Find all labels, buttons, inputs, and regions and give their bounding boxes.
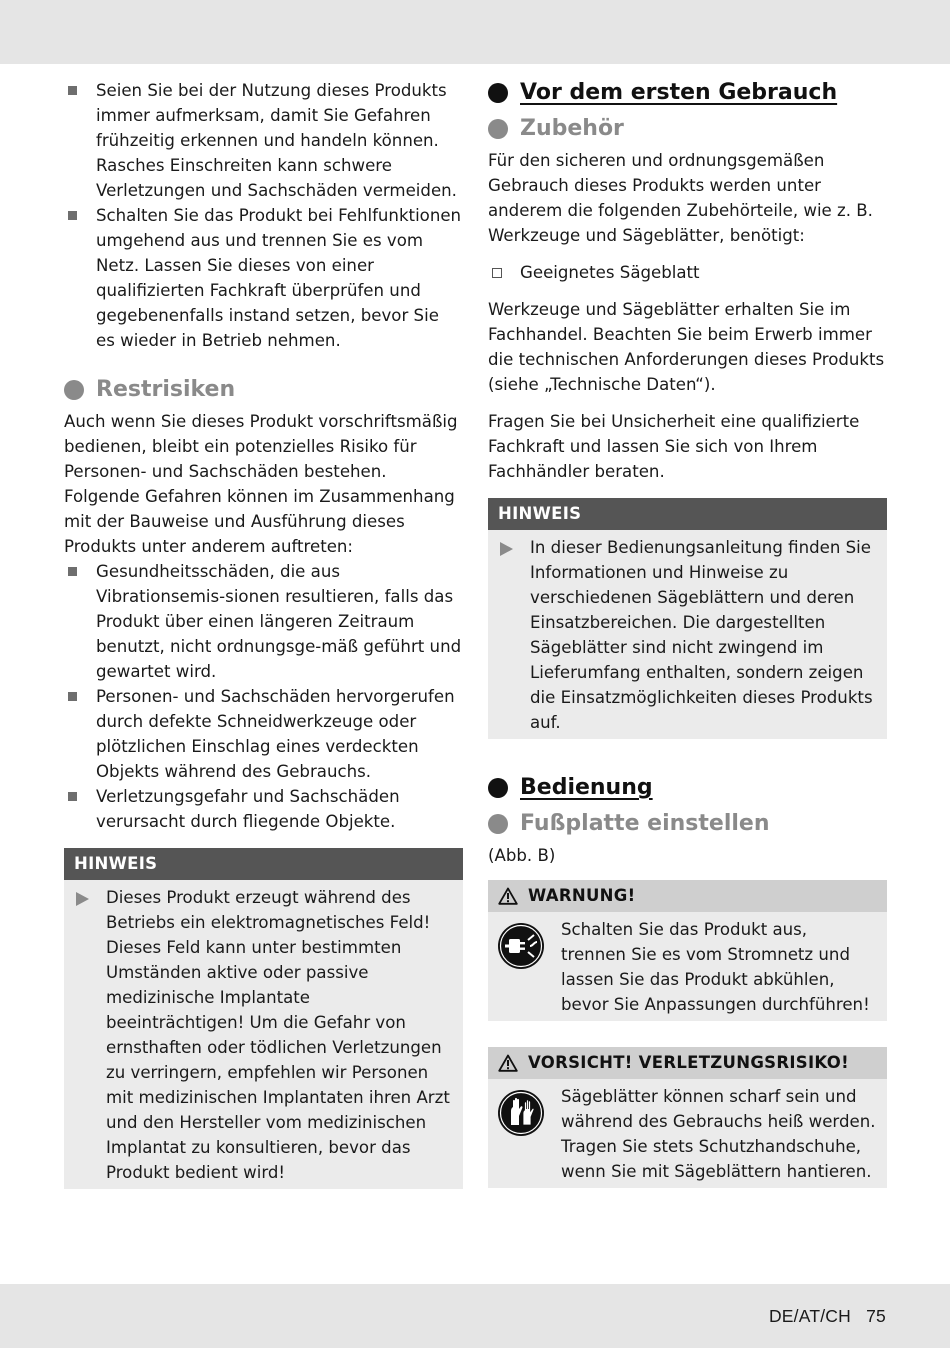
triangle-pointer-icon xyxy=(500,542,513,556)
list-item: Schalten Sie das Produkt bei Fehlfunktionen umgehend aus und trennen Sie es vom Netz. Lassen Sie dieses von einer qualifizierten Fachkraft überprüfen und gegebenenfalls instand setzen, bevor Sie es wieder in Betrieb nehmen. xyxy=(64,203,463,353)
intro-bullet-list xyxy=(64,78,463,353)
gloves-icon xyxy=(497,1089,545,1137)
restrisiken-bullet-list xyxy=(64,559,463,834)
fragen-text: Fragen Sie bei Unsicherheit eine qualifizierte Fachkraft und lassen Sie sich von Ihrem Fachhändler beraten. xyxy=(488,412,860,481)
bullet-circle-icon xyxy=(64,380,84,400)
bullet-circle-icon xyxy=(488,778,508,798)
zubehor-text: Für den sicheren und ordnungsgemäßen Gebrauch dieses Produkts werden unter anderem die folgenden Zubehörteile, wie z. B. Werkzeuge und Sägeblätter, benötigt: xyxy=(488,151,873,245)
bullet-square-icon xyxy=(68,692,77,701)
hinweis-label: HINWEIS xyxy=(488,498,887,530)
warning-triangle-icon xyxy=(498,1054,518,1072)
bullet-circle-icon xyxy=(488,83,508,103)
bullet-square-icon xyxy=(68,567,77,576)
warnung-box xyxy=(488,880,887,1021)
werkzeuge-text: Werkzeuge und Sägeblätter erhalten Sie im Fachhandel. Beachten Sie beim Erwerb immer die technischen Anforderungen dieses Produkts (siehe „Technische Daten“). xyxy=(488,300,885,394)
abb-reference: (Abb. B) xyxy=(488,846,556,865)
section-heading-fussplatte: Fußplatte einstellen xyxy=(488,809,887,839)
unplug-icon xyxy=(497,922,545,970)
section-heading-vor-dem-ersten-gebrauch: Vor dem ersten Gebrauch xyxy=(488,78,887,108)
left-column xyxy=(64,78,463,1189)
list-item: Geeignetes Sägeblatt xyxy=(488,260,887,285)
list-item: Seien Sie bei der Nutzung dieses Produkts immer aufmerksam, damit Sie Gefahren frühzeitig erkennen und handeln können. Rasches Einschreiten kann schwere Verletzungen und Sachschäden vermeiden. xyxy=(64,78,463,203)
triangle-pointer-icon xyxy=(76,892,89,906)
bullet-circle-icon xyxy=(488,814,508,834)
bullet-square-icon xyxy=(68,792,77,801)
section-heading-bedienung: Bedienung xyxy=(488,773,887,803)
section-heading-restrisiken: Restrisiken xyxy=(64,375,463,405)
header-band xyxy=(0,0,950,64)
page-number: DE/AT/CH 75 xyxy=(768,1306,886,1326)
hinweis-label: HINWEIS xyxy=(64,848,463,880)
warnung-text: Schalten Sie das Produkt aus, trennen Sie es vom Stromnetz und lassen Sie das Produkt abkühlen, bevor Sie Anpassungen durchführen! xyxy=(561,920,870,1014)
right-column xyxy=(488,78,887,1188)
list-item: Personen- und Sachschäden hervorgerufen durch defekte Schneidwerkzeuge oder plötzlichen Einschlag eines verdeckten Objekts während des Gebrauchs. xyxy=(64,684,463,784)
vorsicht-label: VORSICHT! VERLETZUNGSRISIKO! xyxy=(528,1053,849,1072)
hinweis-box xyxy=(64,848,463,1189)
hinweis-text: In dieser Bedienungsanleitung finden Sie Informationen und Hinweise zu verschiedenen Sägeblättern und deren Einsatzbereichen. Die dargestellten Sägeblätter sind nicht zwingend im Lieferumfang enthalten, sondern zeigen die Einsatzmöglichkeiten dieses Produkts auf. xyxy=(530,538,873,732)
list-item: Gesundheitsschäden, die aus Vibrationsemis-sionen resultieren, falls das Produkt über einen längeren Zeitraum benutzt, nicht ordnungsge-mäß geführt und gewartet wird. xyxy=(64,559,463,684)
bullet-square-icon xyxy=(68,211,77,220)
checkbox-icon xyxy=(492,268,502,278)
vorsicht-text: Sägeblätter können scharf sein und während des Gebrauchs heiß werden. Tragen Sie stets Schutzhandschuhe, wenn Sie mit Sägeblättern hantieren. xyxy=(561,1087,876,1181)
hinweis-text: Dieses Produkt erzeugt während des Betriebs ein elektromagnetisches Feld! Dieses Feld kann unter bestimmten Umständen aktive oder passive medizinische Implantate beeinträchtigen! Um die Gefahr von ernsthaften oder tödlichen Verletzungen zu verringern, empfehlen wir Personen mit medizinischen Implantaten ihren Arzt und den Hersteller vom medizinischen Implantat zu konsultieren, bevor das Produkt bedient wird! xyxy=(106,888,450,1182)
warning-triangle-icon xyxy=(498,887,518,905)
restrisiken-text: Auch wenn Sie dieses Produkt vorschriftsmäßig bedienen, bleibt ein potenzielles Risiko für Personen- und Sachschäden bestehen. Folgende Gefahren können im Zusammenhang mit der Bauweise und Ausführung dieses Produkts unter anderem auftreten: xyxy=(64,412,458,556)
warnung-label: WARNUNG! xyxy=(528,886,636,905)
zubehor-list xyxy=(488,260,887,285)
bullet-circle-icon xyxy=(488,119,508,139)
hinweis-box xyxy=(488,498,887,739)
list-item: Verletzungsgefahr und Sachschäden verursacht durch fliegende Objekte. xyxy=(64,784,463,834)
section-heading-zubehor: Zubehör xyxy=(488,114,887,144)
bullet-square-icon xyxy=(68,86,77,95)
vorsicht-box xyxy=(488,1047,887,1188)
